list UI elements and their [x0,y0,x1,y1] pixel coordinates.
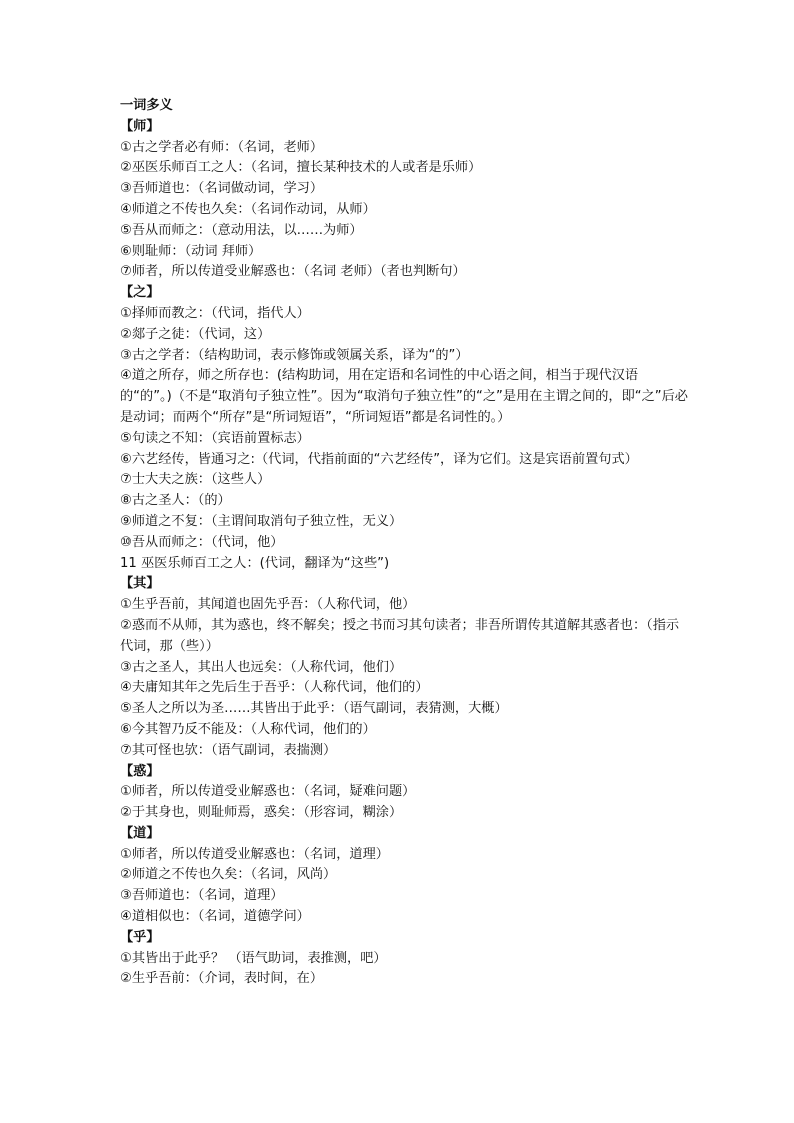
entry-line: ⑦其可怪也欤：（语气副词，表揣测） [120,742,337,758]
entry-line: ①其皆出于此乎？ （语气助词，表推测，吧） [120,950,387,966]
entry-line: ⑥六艺经传，皆通习之:（代词，代指前面的“六艺经传”，译为它们。这是宾语前置句式） [120,451,638,467]
entry-line: ①师者，所以传道受业解惑也：（名词，道理） [120,846,389,862]
entry-line: ⑥则耻师：（动词 拜师） [120,243,262,259]
entry-line: ②师道之不传也久矣：（名词，风尚） [120,867,337,883]
entry-line: ③古之圣人，其出人也远矣：（人称代词，他们） [120,659,403,675]
entry-line: ⑦士大夫之族：（这些人） [120,472,271,488]
section-heading: 【师】 [120,118,160,134]
section-dao [120,824,688,928]
section-heading: 【其】 [120,576,160,592]
entry-line: ⑥今其智乃反不能及：（人称代词，他们的） [120,721,376,737]
entry-line: ⑩吾从而师之：（代词，他） [120,534,284,550]
entry-line: ⑦师者，所以传道受业解惑也：（名词 老师）（者也判断句） [120,264,466,280]
section-heading: 【道】 [120,825,160,841]
entry-line: ⑤吾从而师之：（意动用法，以……为师） [120,222,363,238]
entry-line: ④道之所存，师之所存也：(结构助词，用在定语和名词性的中心语之间，相当于现代汉语的“的”。)（不是“取消句子独立性”。因为“取消句子独立性”的“之”是用在主谓之间的，即“之”后必是动词；而两个“所存”是“所词短语”，“所词短语”都是名词性的。） [120,368,688,425]
entry-line: ④夫庸知其年之先后生于吾乎：（人称代词，他们的） [120,680,429,696]
section-huo [120,762,688,824]
entry-line: ②惑而不从师，其为惑也，终不解矣；授之书而习其句读者；非吾所谓传其道解其惑者也：（指示代词，那（些）） [120,617,680,654]
entry-line: ③吾师道也：（名词，道理） [120,888,284,904]
section-qi [120,574,688,761]
entry-line: ②于其身也，则耻师焉，惑矣：（形容词，糊涂） [120,805,403,821]
entry-line: ②郯子之徒：（代词，这） [120,326,271,342]
entry-line: ⑤句读之不知：（宾语前置标志） [120,430,310,446]
entry-line: ②生乎吾前：（介词，表时间，在） [120,971,324,987]
section-heading: 【乎】 [120,929,160,945]
entry-line: ④道相似也：（名词，道德学问） [120,909,310,925]
entry-line: ⑨师道之不复：（主谓间取消句子独立性，无义） [120,513,403,529]
section-hu [120,928,688,990]
section-heading: 【之】 [120,285,160,301]
entry-line: ①生乎吾前，其闻道也固先乎吾：（人称代词，他） [120,597,416,613]
entry-line: ⑤圣人之所以为圣……其皆出于此乎：（语气副词，表猜测，大概） [120,701,508,717]
entry-line: ④师道之不传也久矣：（名词作动词，从师） [120,201,376,217]
section-zhi [120,283,688,574]
section-heading: 【惑】 [120,763,160,779]
entry-line: ⑧古之圣人：（的） [120,493,231,509]
entry-line: 11 巫医乐师百工之人：(代词，翻译为“这些”) [120,555,390,571]
entry-line: ②巫医乐师百工之人：（名词，擅长某种技术的人或者是乐师） [120,160,482,176]
section-shi [120,117,688,283]
document-page [120,96,688,990]
entry-line: ③古之学者：（结构助词，表示修饰或领属关系，译为“的”） [120,347,469,363]
entry-line: ①择师而教之：（代词，指代人） [120,305,310,321]
entry-line: ①古之学者必有师：（名词，老师） [120,139,324,155]
document-title: 一词多义 [120,98,173,113]
entry-line: ①师者，所以传道受业解惑也：（名词，疑难问题） [120,784,416,800]
entry-line: ③吾师道也：（名词做动词，学习） [120,181,324,197]
